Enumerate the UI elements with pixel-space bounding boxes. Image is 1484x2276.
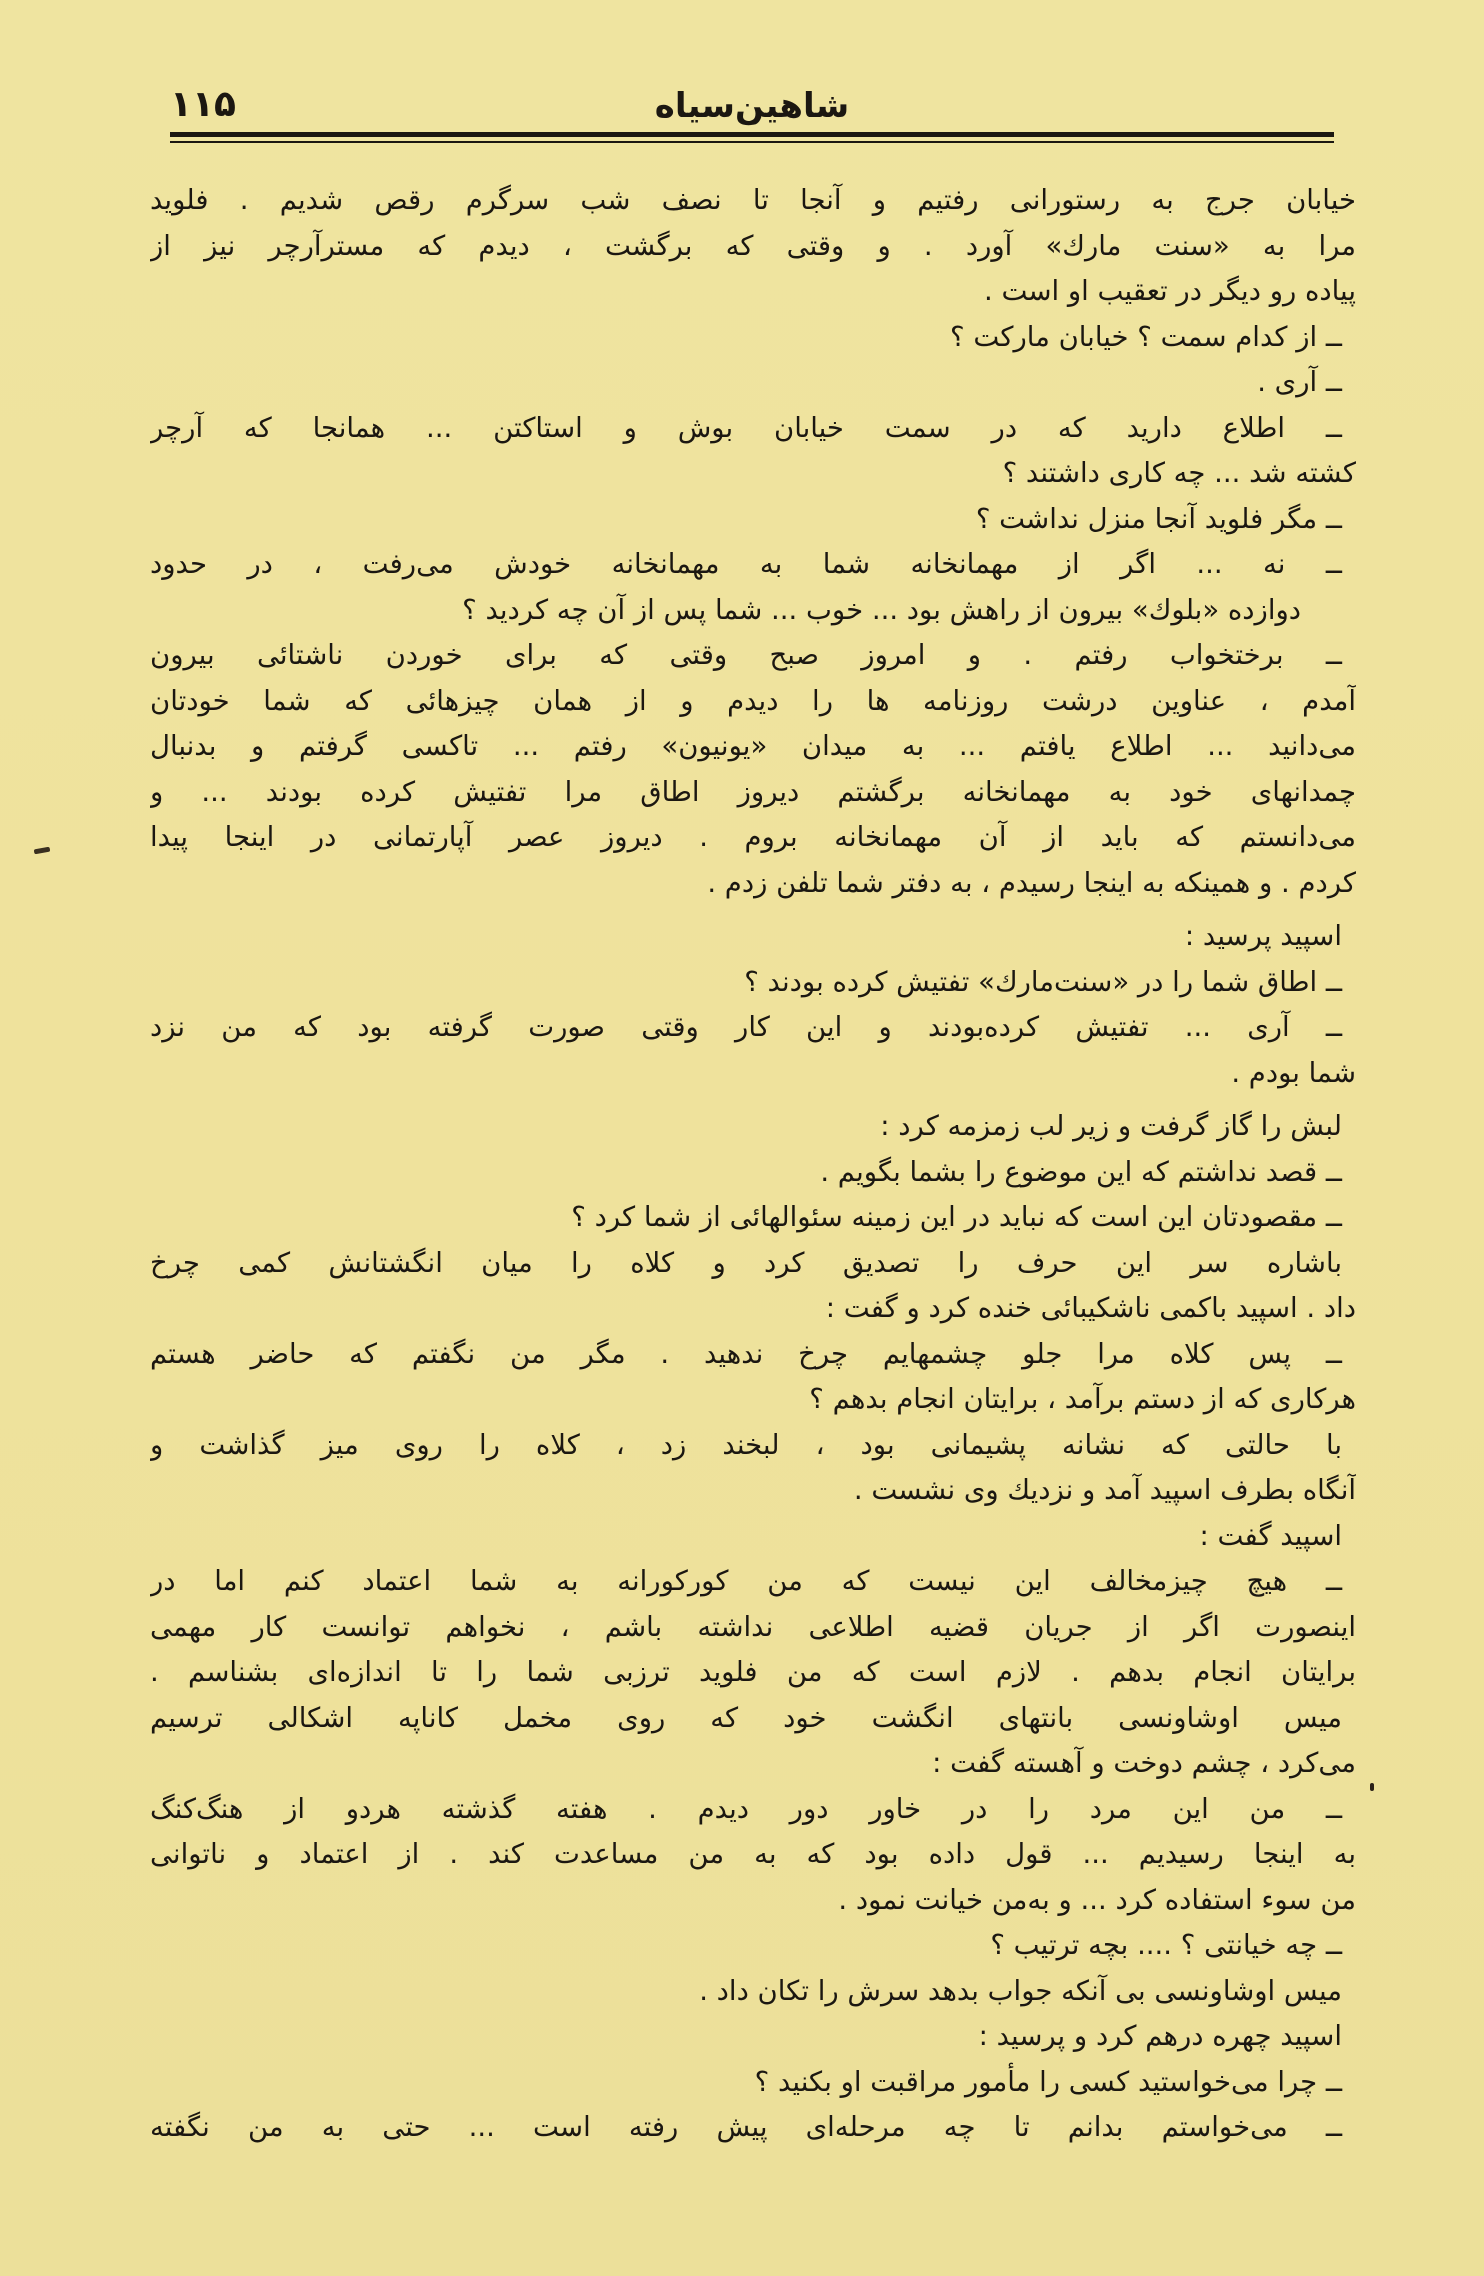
text-line: لبش را گاز گرفت و زیر لب زمزمه کرد :: [880, 1110, 1342, 1142]
ink-speck: [1370, 1783, 1374, 1791]
text-line: اینصورت اگر از جریان قضیه اطلاعی نداشته باشم ، نخواهم توانست کار مهمی: [150, 1610, 1356, 1643]
text-line: باشاره سر این حرف را تصدیق کرد و کلاه را میان انگشتانش کمی چرخ: [150, 1246, 1342, 1279]
text-line: هرکاری که از دستم برآمد ، برایتان انجام بدهم ؟: [809, 1383, 1356, 1415]
text-line: من سوء استفاده کرد ... و به‌من خیانت نمود .: [838, 1883, 1356, 1916]
text-line: مرا به «سنت مارك» آورد . و وقتی که برگشت ، دیدم که مسترآرچر نیز از: [150, 229, 1356, 262]
text-line: ــ آری .: [1257, 366, 1342, 398]
text-line: ــ پس کلاه مرا جلو چشمهایم چرخ ندهید . مگر من نگفتم که حاضر هستم: [150, 1337, 1342, 1370]
running-title: شاهین‌سیاه: [654, 86, 850, 126]
text-line: ــ من این مرد را در خاور دور دیدم . هفته گذشته هردو از هنگ‌کنگ: [150, 1792, 1342, 1825]
text-line: ــ می‌خواستم بدانم تا چه مرحله‌ای پیش رفته است ... حتی به من نگفته: [150, 2111, 1342, 2143]
text-line: دوازده «بلوك» بیرون از راهش بود ... خوب ... شما پس از آن چه کردید ؟: [462, 593, 1301, 626]
text-line: می‌دانستم که باید از آن مهمانخانه بروم . دیروز عصر آپارتمانی در اینجا پیدا: [150, 821, 1356, 853]
text-line: خیابان جرج به رستورانی رفتیم و آنجا تا نصف شب سرگرم رقص شدیم . فلوید: [150, 184, 1356, 216]
text-line: آنگاه بطرف اسپید آمد و نزدیك وی نشست .: [853, 1474, 1356, 1506]
text-line: می‌دانید ... اطلاع یافتم ... به میدان «یونیون» رفتم ... تاکسی گرفتم و بدنبال: [150, 730, 1356, 762]
text-line: کردم . و همینکه به اینجا رسیدم ، به دفتر شما تلفن زدم .: [707, 866, 1356, 899]
text-line: ــ نه ... اگر از مهمانخانه شما به مهمانخانه خودش می‌رفت ، در حدود: [150, 548, 1342, 580]
page-number: ۱۱۵: [170, 84, 236, 125]
ink-mark: [34, 847, 51, 855]
text-line: برایتان انجام بدهم . لازم است که من فلوید ترزبی شما را تا اندازه‌ای بشناسم .: [150, 1656, 1356, 1688]
text-line: اسپید گفت :: [1199, 1519, 1342, 1552]
text-line: پیاده رو دیگر در تعقیب او است .: [983, 275, 1356, 307]
text-line: با حالتی که نشانه پشیمانی بود ، لبخند زد ، کلاه را روی میز گذاشت و: [150, 1428, 1342, 1461]
page-header: [170, 78, 1334, 138]
text-line: ــ چه خیانتی ؟ .... بچه ترتیب ؟: [990, 1929, 1342, 1961]
text-line: ــ آری ... تفتیش کرده‌بودند و این کار وقتی صورت گرفته بود که من نزد: [150, 1011, 1342, 1043]
text-line: ــ برختخواب رفتم . و امروز صبح وقتی که برای خوردن ناشتائی بیرون: [150, 639, 1342, 671]
header-rule-thin: [170, 141, 1334, 143]
text-line: ــ چرا می‌خواستید کسی را مأمور مراقبت او بکنید ؟: [754, 2065, 1342, 2098]
text-line: ــ قصد نداشتم که این موضوع را بشما بگویم .: [820, 1155, 1342, 1188]
text-line: به اینجا رسیدیم ... قول داده بود که به من مساعدت کند . از اعتماد و ناتوانی: [150, 1838, 1356, 1870]
text-line: ــ اطلاع دارید که در سمت خیابان بوش و استاکتن ... همانجا که آرچر: [150, 411, 1342, 444]
text-line: ــ مقصودتان این است که نباید در این زمینه سئوالهائی از شما کرد ؟: [571, 1201, 1342, 1233]
text-line: ــ مگر فلوید آنجا منزل نداشت ؟: [975, 502, 1342, 535]
text-line: می‌کرد ، چشم دوخت و آهسته گفت :: [932, 1747, 1356, 1779]
text-line: آمدم ، عناوین درشت روزنامه ها را دیدم و از همان چیزهائی که شما خودتان: [150, 684, 1356, 717]
text-line: میس اوشاونسی بانتهای انگشت خود که روی مخمل کاناپه اشکالی ترسیم: [150, 1701, 1342, 1734]
body-text: [150, 178, 1356, 2151]
text-line: داد . اسپید باکمی ناشکیبائی خنده کرد و گفت :: [825, 1292, 1356, 1324]
text-line: ــ از کدام سمت ؟ خیابان مارکت ؟: [950, 320, 1342, 353]
text-line: ــ اطاق شما را در «سنت‌مارك» تفتیش کرده بودند ؟: [744, 965, 1342, 998]
text-line: اسپید چهره درهم کرد و پرسید :: [978, 2020, 1342, 2052]
header-rule-thick: [170, 132, 1334, 137]
text-line: اسپید پرسید :: [1184, 920, 1342, 952]
text-line: چمدانهای خود به مهمانخانه برگشتم دیروز اطاق مرا تفتیش کرده بودند ... و: [150, 775, 1356, 808]
text-line: شما بودم .: [1231, 1056, 1356, 1089]
text-line: میس اوشاونسی بی آنکه جواب بدهد سرش را تکان داد .: [699, 1974, 1342, 2007]
text-line: ــ هیچ چیزمخالف این نیست که من کورکورانه به شما اعتماد کنم اما در: [150, 1565, 1342, 1597]
text-line: کشته شد ... چه کاری داشتند ؟: [1002, 457, 1356, 489]
